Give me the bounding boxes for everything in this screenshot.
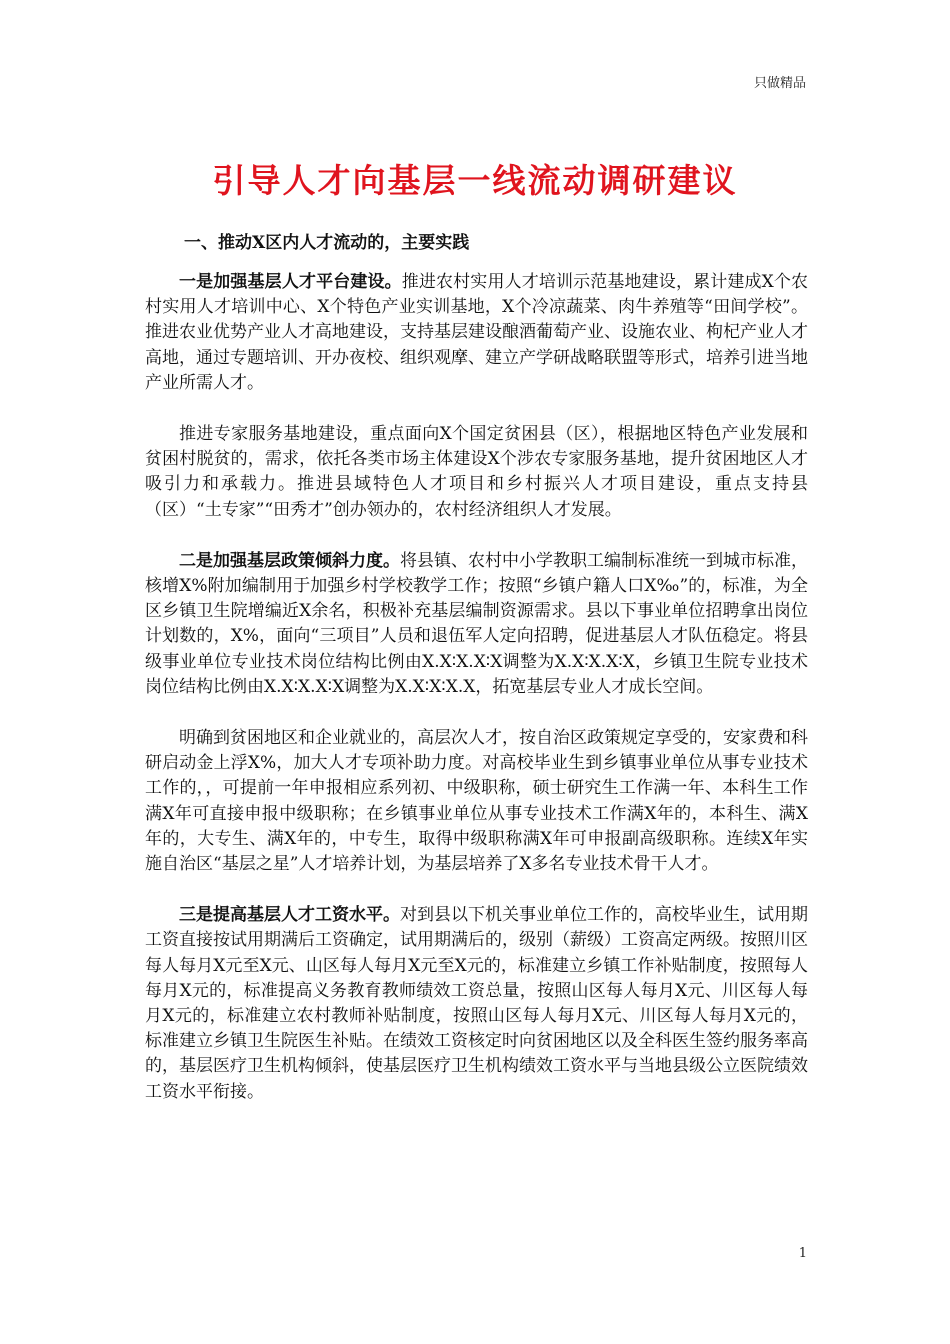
paragraph-text: 推进专家服务基地建设，重点面向X个国定贫困县（区），根据地区特色产业发展和贫困村脱贫的，需求，依托各类市场主体建设X个涉农专家服务基地，提升贫困地区人才吸引力和承载力。推进县域特色人才项目和乡村振兴人才项目建设，重点支持县（区）“土专家”“田秀才”创办领办的，农村经济组织人才发展。 [145,424,808,520]
document-body [145,270,808,1131]
document-title: 引导人才向基层一线流动调研建议 [212,161,738,200]
paragraph-lead: 二是加强基层政策倾斜力度。 [179,550,400,571]
paragraph-4 [145,726,808,877]
paragraph-1 [145,270,808,396]
paragraph-text: 将县镇、农村中小学教职工编制标准统一到城市标准，核增X%附加编制用于加强乡村学校教学工作；按照“乡镇户籍人口X‰”的，标准，为全区乡镇卫生院增编近X余名，积极补充基层编制资源需求。县以下事业单位招聘拿出岗位计划数的，X%，面向“三项目”人员和退伍军人定向招聘，促进基层人才队伍稳定。将县级事业单位专业技术岗位结构比例由X.X∶X.X∶X调整为X.X∶X.X∶X，乡镇卫生院专业技术岗位结构比例由X.X∶X.X∶X调整为X.X∶X∶X.X，拓宽基层专业人才成长空间。 [145,550,808,697]
paragraph-lead: 一是加强基层人才平台建设。 [179,272,402,292]
section-heading: 一、推动X区内人才流动的，主要实践 [184,233,470,253]
paragraph-text: 明确到贫困地区和企业就业的，高层次人才，按自治区政策规定享受的，安家费和科研启动金上浮X%，加大人才专项补助力度。对高校毕业生到乡镇事业单位从事专业技术工作的，，可提前一年申报相应系列初、中级职称，硕士研究生工作满一年、本科生工作满X年可直接申报中级职称；在乡镇事业单位从事专业技术工作满X年的，本科生、满X年的，大专生、满X年的，中专生，取得中级职称满X年可申报副高级职称。连续X年实施自治区“基层之星”人才培养计划，为基层培养了X多名专业技术骨干人才。 [145,728,808,875]
paragraph-5 [145,903,808,1105]
page-number: 1 [798,1246,807,1261]
header-note: 只做精品 [753,76,806,91]
paragraph-lead: 三是提高基层人才工资水平。 [179,905,400,926]
paragraph-text: 推进农村实用人才培训示范基地建设，累计建成X个农村实用人才培训中心、X个特色产业实训基地，X个冷凉蔬菜、肉牛养殖等“田间学校”。推进农业优势产业人才高地建设，支持基层建设酿酒葡萄产业、设施农业、枸杞产业人才高地，通过专题培训、开办夜校、组织观摩、建立产学研战略联盟等形式，培养引进当地产业所需人才。 [145,272,808,393]
paragraph-2 [145,422,808,523]
paragraph-text: 对到县以下机关事业单位工作的，高校毕业生，试用期工资直接按试用期满后工资确定，试用期满后的，级别（薪级）工资高定两级。按照川区每人每月X元至X元、山区每人每月X元至X元的，标准建立乡镇工作补贴制度，按照每人每月X元的，标准提高义务教育教师绩效工资总量，按照山区每人每月X元、川区每人每月X元的，标准建立农村教师补贴制度，按照山区每人每月X元、川区每人每月X元的，标准建立乡镇卫生院医生补贴。在绩效工资核定时向贫困地区以及全科医生签约服务率高的，基层医疗卫生机构倾斜，使基层医疗卫生机构绩效工资水平与当地县级公立医院绩效工资水平衔接。 [145,905,808,1102]
paragraph-3 [145,549,808,700]
